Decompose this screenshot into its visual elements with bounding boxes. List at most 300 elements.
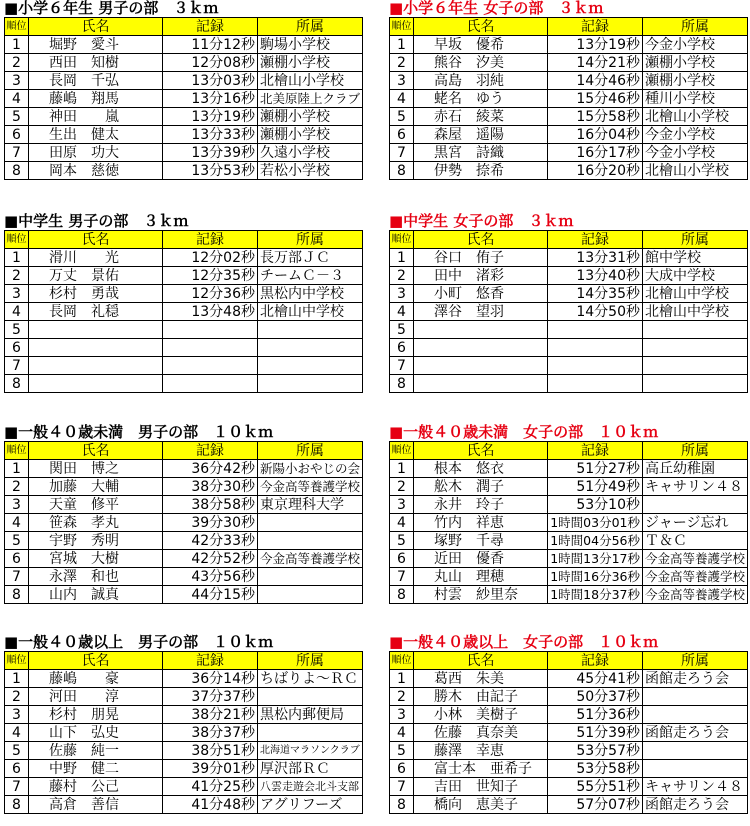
affiliation-cell (643, 742, 748, 760)
name-header: 氏名 (29, 18, 163, 36)
time-cell: 38分21秒 (163, 706, 258, 724)
name-cell: 黒宮 詩織 (414, 144, 548, 162)
table-row (390, 321, 748, 339)
affiliation-cell: 瀬棚小学校 (258, 126, 363, 144)
time-header: 記録 (163, 442, 258, 460)
affiliation-cell: 駒場小学校 (258, 36, 363, 54)
name-cell: 高倉 善信 (29, 796, 163, 814)
name-cell: 伊勢 捺希 (414, 162, 548, 180)
name-cell: 根本 悠衣 (414, 460, 548, 478)
time-cell: 1時間18分37秒 (548, 586, 643, 604)
affiliation-header: 所属 (258, 442, 363, 460)
section-junior-high-boys (4, 213, 362, 393)
time-cell: 16分17秒 (548, 144, 643, 162)
affiliation-cell (258, 375, 363, 393)
affiliation-cell (643, 496, 748, 514)
results-table (389, 230, 748, 393)
affiliation-cell (258, 321, 363, 339)
rank-cell: 6 (5, 126, 29, 144)
rank-cell: 4 (390, 303, 414, 321)
section-title: ■一般４０歳以上 男子の部 １０ｋｍ (4, 633, 274, 651)
rank-cell: 8 (390, 586, 414, 604)
table-header-row (5, 231, 363, 249)
name-cell: 宮城 大樹 (29, 550, 163, 568)
affiliation-cell: 今金小学校 (643, 144, 748, 162)
rank-cell: 2 (5, 54, 29, 72)
time-cell: 44分15秒 (163, 586, 258, 604)
rank-cell: 1 (390, 249, 414, 267)
rank-cell: 8 (5, 586, 29, 604)
name-cell: 長岡 礼穏 (29, 303, 163, 321)
time-cell: 43分56秒 (163, 568, 258, 586)
table-row (5, 303, 363, 321)
time-cell: 53分57秒 (548, 742, 643, 760)
time-cell: 38分51秒 (163, 742, 258, 760)
time-cell: 38分30秒 (163, 478, 258, 496)
table-row (390, 36, 748, 54)
results-table (389, 17, 748, 180)
time-header: 記録 (548, 442, 643, 460)
table-row (390, 303, 748, 321)
time-cell: 13分48秒 (163, 303, 258, 321)
table-row (390, 375, 748, 393)
affiliation-cell (643, 688, 748, 706)
name-cell: 富士本 亜希子 (414, 760, 548, 778)
affiliation-cell (258, 568, 363, 586)
table-header-row (390, 442, 748, 460)
table-row (390, 796, 748, 814)
time-cell (163, 321, 258, 339)
rank-header: 順位 (5, 231, 29, 249)
affiliation-cell: 今金高等養護学校 (643, 568, 748, 586)
rank-cell: 7 (390, 144, 414, 162)
time-cell: 51分49秒 (548, 478, 643, 496)
name-cell: 近田 優香 (414, 550, 548, 568)
section-general-under40-men (4, 424, 362, 604)
table-row (5, 760, 363, 778)
name-cell: 田中 渚彩 (414, 267, 548, 285)
time-cell: 13分19秒 (163, 108, 258, 126)
table-row (390, 267, 748, 285)
affiliation-header: 所属 (258, 652, 363, 670)
table-row (390, 460, 748, 478)
results-table (4, 651, 363, 814)
rank-cell: 4 (390, 90, 414, 108)
affiliation-cell (643, 321, 748, 339)
affiliation-cell: 館中学校 (643, 249, 748, 267)
name-cell: 永井 玲子 (414, 496, 548, 514)
table-row (5, 162, 363, 180)
table-header-row (5, 652, 363, 670)
affiliation-cell (643, 706, 748, 724)
table-row (390, 478, 748, 496)
affiliation-cell (258, 724, 363, 742)
time-cell: 36分14秒 (163, 670, 258, 688)
rank-cell: 8 (390, 796, 414, 814)
time-cell: 16分20秒 (548, 162, 643, 180)
rank-cell: 7 (5, 568, 29, 586)
name-cell: 塚野 千尋 (414, 532, 548, 550)
table-row (390, 742, 748, 760)
affiliation-header: 所属 (643, 442, 748, 460)
time-cell: 13分19秒 (548, 36, 643, 54)
table-row (390, 162, 748, 180)
affiliation-cell (643, 357, 748, 375)
table-row (390, 285, 748, 303)
rank-cell: 4 (5, 514, 29, 532)
rank-cell: 4 (5, 90, 29, 108)
table-row (5, 90, 363, 108)
rank-cell: 5 (390, 321, 414, 339)
name-cell: 藤嶋 翔馬 (29, 90, 163, 108)
time-header: 記録 (548, 231, 643, 249)
table-row (390, 496, 748, 514)
time-cell: 13分31秒 (548, 249, 643, 267)
table-row (5, 285, 363, 303)
time-cell (163, 339, 258, 357)
table-row (5, 586, 363, 604)
section-elementary-boys (4, 0, 362, 180)
name-header: 氏名 (414, 231, 548, 249)
rank-cell: 5 (390, 108, 414, 126)
rank-cell: 4 (390, 724, 414, 742)
name-cell: 橋向 恵美子 (414, 796, 548, 814)
time-cell: 39分01秒 (163, 760, 258, 778)
time-cell: 12分35秒 (163, 267, 258, 285)
table-header-row (390, 652, 748, 670)
affiliation-cell: 高丘幼稚園 (643, 460, 748, 478)
rank-cell: 2 (5, 688, 29, 706)
affiliation-cell (258, 586, 363, 604)
time-cell: 13分33秒 (163, 126, 258, 144)
affiliation-cell: 瀬棚小学校 (643, 72, 748, 90)
section-general-over40-women (389, 634, 747, 814)
affiliation-cell: 黒松内郵便局 (258, 706, 363, 724)
time-cell: 50分37秒 (548, 688, 643, 706)
time-cell (548, 357, 643, 375)
table-row (5, 478, 363, 496)
table-row (390, 778, 748, 796)
rank-cell: 2 (5, 267, 29, 285)
time-cell (548, 321, 643, 339)
time-cell: 12分36秒 (163, 285, 258, 303)
name-header: 氏名 (29, 442, 163, 460)
time-cell: 1時間03分01秒 (548, 514, 643, 532)
time-cell: 53分58秒 (548, 760, 643, 778)
table-row (390, 586, 748, 604)
rank-cell: 5 (5, 742, 29, 760)
table-row (5, 532, 363, 550)
name-cell: 高島 羽純 (414, 72, 548, 90)
table-row (390, 339, 748, 357)
time-cell: 12分02秒 (163, 249, 258, 267)
table-row (5, 339, 363, 357)
rank-cell: 6 (5, 339, 29, 357)
rank-cell: 4 (5, 303, 29, 321)
affiliation-cell: 黒松内中学校 (258, 285, 363, 303)
table-row (5, 144, 363, 162)
name-cell: 小林 美樹子 (414, 706, 548, 724)
rank-cell: 7 (390, 568, 414, 586)
affiliation-cell: ジャージ忘れ (643, 514, 748, 532)
rank-cell: 3 (5, 72, 29, 90)
affiliation-cell: 今金高等養護学校 (258, 550, 363, 568)
section-general-under40-women (389, 424, 747, 604)
name-cell: 丸山 理穂 (414, 568, 548, 586)
name-header: 氏名 (414, 652, 548, 670)
section-title: ■小学６年生 女子の部 ３ｋｍ (389, 0, 604, 17)
affiliation-cell: 北檜山小学校 (643, 108, 748, 126)
affiliation-cell: 北檜山小学校 (643, 162, 748, 180)
name-cell: 澤谷 望羽 (414, 303, 548, 321)
rank-cell: 2 (390, 478, 414, 496)
name-cell: 村雲 紗里奈 (414, 586, 548, 604)
rank-cell: 6 (5, 550, 29, 568)
time-cell: 41分48秒 (163, 796, 258, 814)
name-cell: 永澤 和也 (29, 568, 163, 586)
section-title: ■中学生 男子の部 ３ｋｍ (4, 212, 189, 230)
results-table (4, 230, 363, 393)
time-cell: 15分58秒 (548, 108, 643, 126)
time-cell: 53分10秒 (548, 496, 643, 514)
table-header-row (5, 442, 363, 460)
rank-cell: 3 (390, 496, 414, 514)
rank-cell: 8 (390, 162, 414, 180)
table-row (390, 108, 748, 126)
section-title: ■一般４０歳未満 女子の部 １０ｋｍ (389, 423, 659, 441)
time-cell: 1時間16分36秒 (548, 568, 643, 586)
time-cell: 41分25秒 (163, 778, 258, 796)
table-row (390, 760, 748, 778)
section-elementary-girls (389, 0, 747, 180)
rank-cell: 6 (390, 339, 414, 357)
rank-cell: 8 (5, 375, 29, 393)
time-cell: 42分33秒 (163, 532, 258, 550)
rank-cell: 3 (390, 285, 414, 303)
table-row (390, 90, 748, 108)
affiliation-cell (258, 339, 363, 357)
table-row (390, 688, 748, 706)
affiliation-cell: 函館走ろう会 (643, 670, 748, 688)
time-header: 記録 (163, 652, 258, 670)
table-row (5, 688, 363, 706)
rank-cell: 8 (5, 162, 29, 180)
rank-cell: 1 (5, 460, 29, 478)
time-cell: 15分46秒 (548, 90, 643, 108)
name-cell: 中野 健二 (29, 760, 163, 778)
table-row (390, 72, 748, 90)
affiliation-cell: 瀬棚小学校 (643, 54, 748, 72)
affiliation-cell: Ｔ＆Ｃ (643, 532, 748, 550)
time-cell: 1時間04分56秒 (548, 532, 643, 550)
table-row (5, 742, 363, 760)
time-cell: 13分03秒 (163, 72, 258, 90)
name-header: 氏名 (414, 18, 548, 36)
time-cell: 14分21秒 (548, 54, 643, 72)
rank-header: 順位 (390, 442, 414, 460)
affiliation-cell: 長万部ＪＣ (258, 249, 363, 267)
section-title: ■中学生 女子の部 ３ｋｍ (389, 212, 574, 230)
rank-cell: 1 (390, 460, 414, 478)
name-cell: 谷口 侑子 (414, 249, 548, 267)
section-junior-high-girls (389, 213, 747, 393)
affiliation-cell (643, 339, 748, 357)
name-cell: 舩木 潤子 (414, 478, 548, 496)
rank-cell: 5 (5, 532, 29, 550)
table-row (5, 778, 363, 796)
rank-header: 順位 (390, 231, 414, 249)
table-row (5, 375, 363, 393)
table-row (390, 514, 748, 532)
rank-cell: 7 (390, 778, 414, 796)
name-cell: 笹森 孝丸 (29, 514, 163, 532)
table-row (5, 108, 363, 126)
rank-header: 順位 (390, 652, 414, 670)
name-cell: 神田 嵐 (29, 108, 163, 126)
table-row (390, 126, 748, 144)
rank-cell: 6 (5, 760, 29, 778)
section-general-over40-men (4, 634, 362, 814)
time-cell: 51分27秒 (548, 460, 643, 478)
rank-cell: 2 (390, 267, 414, 285)
affiliation-cell: 今金小学校 (643, 126, 748, 144)
time-cell: 38分58秒 (163, 496, 258, 514)
affiliation-cell: 今金高等養護学校 (643, 550, 748, 568)
affiliation-cell: 北海道マラソンクラブ (258, 742, 363, 760)
name-cell (29, 339, 163, 357)
name-cell (414, 357, 548, 375)
affiliation-cell: アグリフーズ (258, 796, 363, 814)
time-cell: 36分42秒 (163, 460, 258, 478)
table-row (5, 54, 363, 72)
name-cell: 小町 悠香 (414, 285, 548, 303)
table-row (390, 144, 748, 162)
table-row (5, 321, 363, 339)
name-cell: 熊谷 汐美 (414, 54, 548, 72)
results-table (389, 441, 748, 604)
affiliation-cell: 若松小学校 (258, 162, 363, 180)
time-cell: 14分50秒 (548, 303, 643, 321)
name-cell: 河田 淳 (29, 688, 163, 706)
rank-cell: 6 (390, 126, 414, 144)
rank-header: 順位 (5, 652, 29, 670)
time-cell: 51分39秒 (548, 724, 643, 742)
affiliation-cell: 大成中学校 (643, 267, 748, 285)
table-row (390, 532, 748, 550)
rank-cell: 8 (390, 375, 414, 393)
name-cell: 西田 知樹 (29, 54, 163, 72)
rank-cell: 6 (390, 550, 414, 568)
rank-header: 順位 (5, 18, 29, 36)
name-cell: 葛西 朱美 (414, 670, 548, 688)
affiliation-cell: 北檜山中学校 (643, 303, 748, 321)
time-cell (548, 339, 643, 357)
affiliation-cell: キャサリン４８ (643, 478, 748, 496)
rank-cell: 3 (5, 285, 29, 303)
time-header: 記録 (548, 652, 643, 670)
table-header-row (5, 18, 363, 36)
rank-cell: 5 (5, 108, 29, 126)
table-header-row (390, 18, 748, 36)
affiliation-cell: 久遠小学校 (258, 144, 363, 162)
name-cell: 杉村 勇哉 (29, 285, 163, 303)
table-row (390, 706, 748, 724)
rank-cell: 8 (5, 796, 29, 814)
name-header: 氏名 (414, 442, 548, 460)
affiliation-cell (258, 357, 363, 375)
name-cell (414, 321, 548, 339)
table-row (5, 267, 363, 285)
table-row (390, 249, 748, 267)
name-cell (29, 321, 163, 339)
affiliation-cell: 北檜山中学校 (643, 285, 748, 303)
affiliation-cell: 北檜山中学校 (258, 303, 363, 321)
affiliation-cell: チームＣ－３ (258, 267, 363, 285)
table-row (5, 724, 363, 742)
name-cell (414, 375, 548, 393)
time-cell: 14分46秒 (548, 72, 643, 90)
time-cell: 16分04秒 (548, 126, 643, 144)
name-cell: 藤嶋 豪 (29, 670, 163, 688)
table-header-row (390, 231, 748, 249)
table-row (390, 670, 748, 688)
affiliation-cell: 東京理科大学 (258, 496, 363, 514)
time-cell: 51分36秒 (548, 706, 643, 724)
rank-cell: 4 (5, 724, 29, 742)
time-header: 記録 (548, 18, 643, 36)
table-row (5, 36, 363, 54)
name-header: 氏名 (29, 652, 163, 670)
name-cell: 藤村 公己 (29, 778, 163, 796)
rank-cell: 6 (390, 760, 414, 778)
affiliation-header: 所属 (258, 18, 363, 36)
rank-cell: 7 (5, 144, 29, 162)
rank-cell: 1 (390, 670, 414, 688)
section-title: ■一般４０歳未満 男子の部 １０ｋｍ (4, 423, 274, 441)
table-row (5, 550, 363, 568)
name-cell (29, 375, 163, 393)
name-cell: 勝木 由記子 (414, 688, 548, 706)
rank-cell: 7 (5, 778, 29, 796)
table-row (5, 126, 363, 144)
affiliation-cell: 北檜山小学校 (258, 72, 363, 90)
affiliation-cell (258, 514, 363, 532)
name-cell: 藤澤 幸恵 (414, 742, 548, 760)
name-cell: 長岡 千弘 (29, 72, 163, 90)
rank-cell: 1 (5, 670, 29, 688)
affiliation-cell: 今金高等養護学校 (643, 586, 748, 604)
rank-cell: 5 (5, 321, 29, 339)
name-cell: 天童 修平 (29, 496, 163, 514)
table-row (5, 670, 363, 688)
time-cell (163, 375, 258, 393)
name-cell: 森屋 遥陽 (414, 126, 548, 144)
results-table (4, 441, 363, 604)
name-cell: 田原 功大 (29, 144, 163, 162)
rank-header: 順位 (390, 18, 414, 36)
affiliation-cell (258, 688, 363, 706)
results-table (389, 651, 748, 814)
affiliation-cell: 厚沢部ＲＣ (258, 760, 363, 778)
rank-cell: 1 (5, 249, 29, 267)
rank-cell: 3 (5, 496, 29, 514)
rank-cell: 5 (390, 532, 414, 550)
affiliation-header: 所属 (643, 18, 748, 36)
name-cell: 早坂 優希 (414, 36, 548, 54)
table-row (5, 514, 363, 532)
rank-cell: 7 (5, 357, 29, 375)
rank-cell: 7 (390, 357, 414, 375)
